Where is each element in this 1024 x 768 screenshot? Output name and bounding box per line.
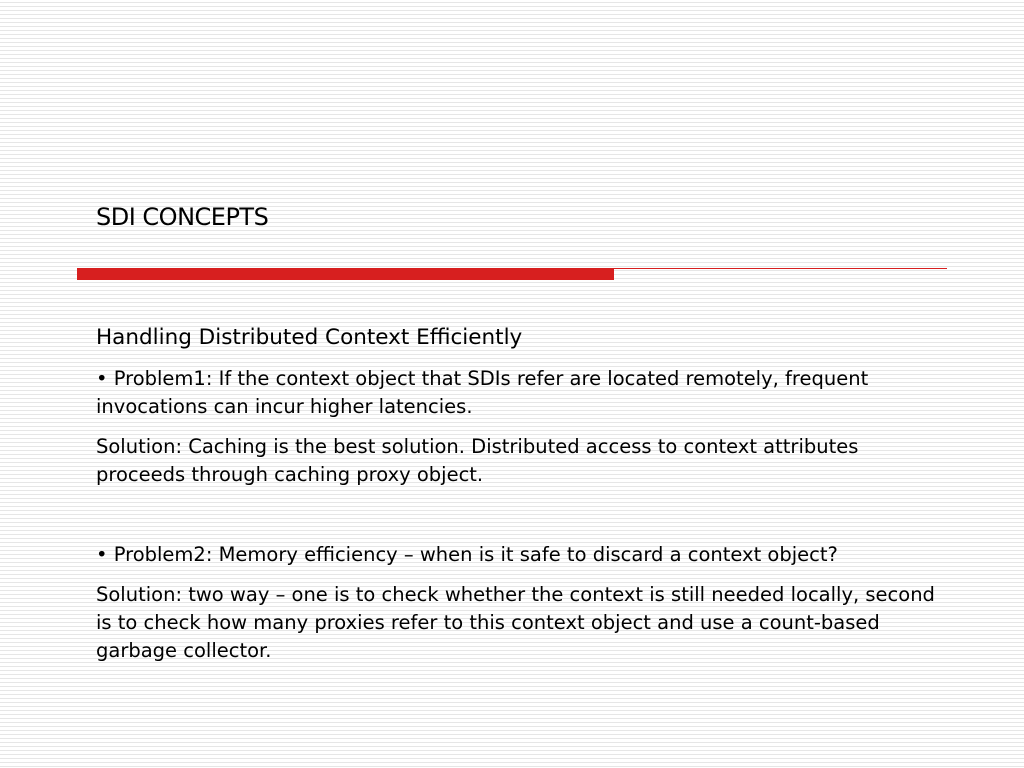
problem2-bullet: • Problem2: Memory efficiency – when is it safe to discard a context object? (96, 543, 838, 566)
title-divider-thick (77, 268, 614, 280)
problem1-bullet: • Problem1: If the context object that SDIs refer are located remotely, frequent invocations can incur higher latencies. (96, 367, 869, 418)
solution1-text: Solution: Caching is the best solution. Distributed access to context attributes proceeds through caching proxy object. (96, 435, 859, 486)
solution2-text: Solution: two way – one is to check whether the context is still needed locally, second is to check how many proxies refer to this context object and use a count-based garbage collector. (96, 583, 935, 662)
slide-body (96, 323, 946, 665)
section-heading: Handling Distributed Context Efficiently (96, 325, 523, 350)
title-divider-thin (614, 268, 947, 269)
slide-title: SDI CONCEPTS (96, 203, 269, 231)
